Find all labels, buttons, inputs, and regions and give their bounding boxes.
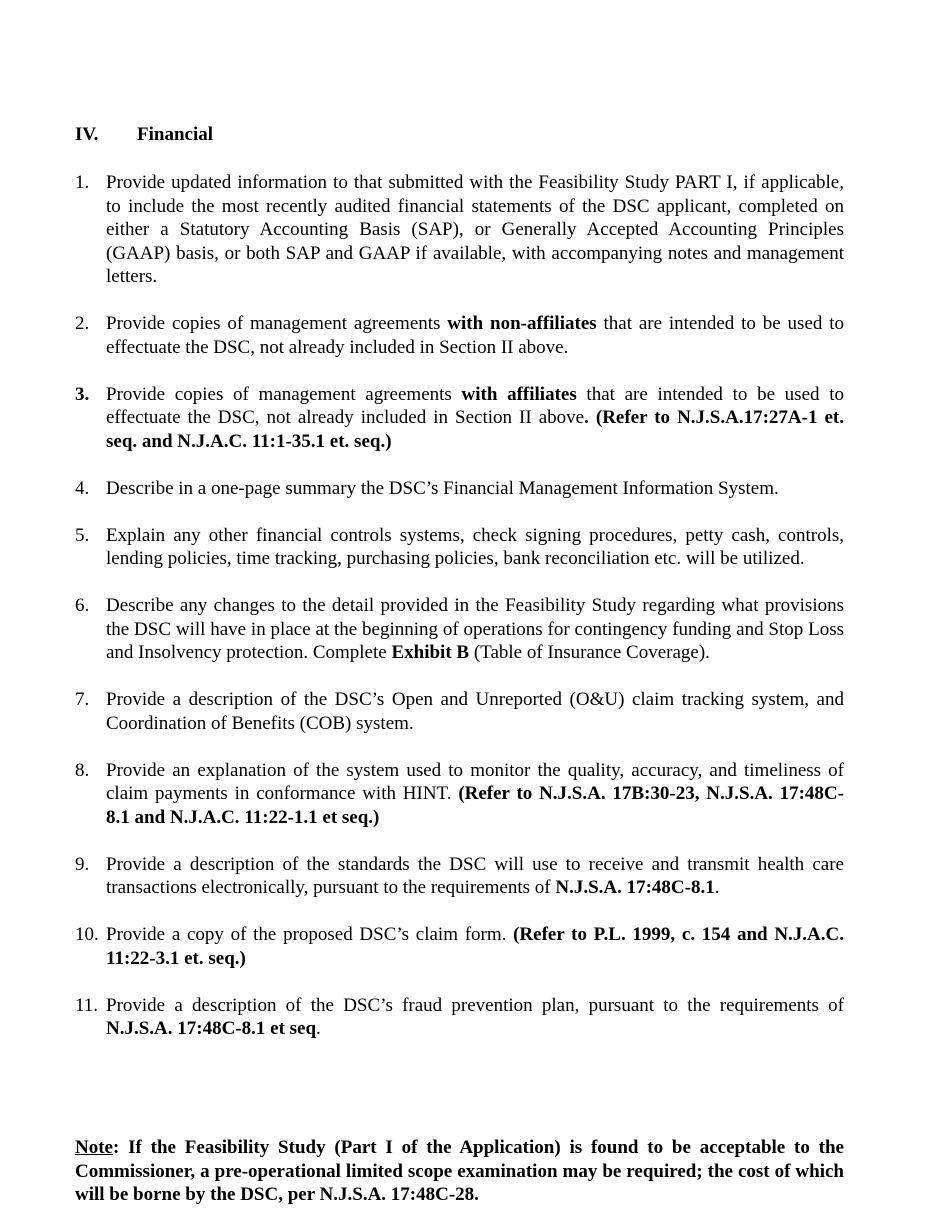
item-text: that are intended to be used to effectuate the DSC, not already included in Section II above.	[106, 313, 845, 358]
item-text-bold: N.J.S.A. 17:48C-8.1	[555, 877, 715, 898]
note-text: : If the Feasibility Study (Part I of the Application) is found to be acceptable to the Commissioner, a pre-operational limited scope examination may be required; the cost of which will be borne by the DSC, per N.J.S.A. 17:48C-28.	[75, 1137, 844, 1205]
item-text-bold: with non-affiliates	[447, 313, 597, 334]
section-heading	[75, 123, 213, 147]
item-text: Explain any other financial controls systems, check signing procedures, petty cash, controls, lending policies, time tracking, purchasing policies, bank reconciliation etc. will be utilized.	[106, 524, 844, 569]
list-item	[75, 594, 844, 665]
list-item	[75, 688, 844, 735]
list-item	[75, 171, 844, 289]
item-number: 8.	[75, 759, 90, 781]
requirements-list	[75, 171, 844, 1064]
item-number: 4.	[75, 477, 90, 499]
item-number: 3.	[75, 383, 90, 405]
section-title: Financial	[137, 124, 214, 145]
item-text-bold: with affiliates	[461, 383, 577, 405]
item-text: Describe in a one-page summary the DSC’s Financial Management Information System.	[106, 477, 779, 499]
item-number: 1.	[75, 172, 90, 193]
item-text-bold: Exhibit B	[391, 642, 470, 663]
item-number: 7.	[75, 689, 90, 710]
note-paragraph	[75, 1136, 844, 1207]
item-text-bold: (Refer to P.L. 1999, c. 154 and N.J.A.C. 11:22-3.1 et. seq.)	[106, 924, 844, 969]
list-item	[75, 312, 844, 359]
item-text: Provide a description of the DSC’s fraud prevention plan, pursuant to the requirements of	[106, 994, 844, 1016]
list-item	[75, 524, 844, 571]
item-text: Describe any changes to the detail provided in the Feasibility Study regarding what provisions the DSC will have in place at the beginning of operations for contingency funding and Stop Loss and Insolvency protection. Complete	[106, 595, 844, 663]
item-number: 6.	[75, 595, 90, 616]
item-text: Provide a description of the standards the DSC will use to receive and transmit health care transactions electronically, pursuant to the requirements of	[106, 853, 844, 898]
item-text: that are intended to be used to effectuate the DSC, not already included in Section II above	[106, 383, 844, 428]
item-number: 10.	[75, 924, 99, 945]
list-item	[75, 759, 844, 830]
list-item	[75, 994, 844, 1041]
item-text-bold: . (Refer to N.J.S.A.17:27A-1 et. seq. and N.J.A.C. 11:1-35.1 et. seq.)	[106, 407, 844, 452]
section-number: IV.	[75, 124, 99, 145]
item-number: 11.	[75, 994, 99, 1016]
list-item	[75, 853, 844, 900]
item-text: Provide a description of the DSC’s Open and Unreported (O&U) claim tracking system, and Coordination of Benefits (COB) system.	[106, 689, 844, 734]
list-item	[75, 477, 844, 501]
item-text: Provide copies of management agreements	[106, 383, 462, 405]
note-label: Note	[75, 1137, 113, 1158]
item-number: 2.	[75, 313, 90, 334]
item-text: (Table of Insurance Coverage).	[469, 642, 710, 663]
item-text-bold: (Refer to N.J.S.A. 17B:30-23, N.J.S.A. 17:48C-8.1 and N.J.A.C. 11:22-1.1 et seq.)	[106, 783, 844, 828]
list-item	[75, 383, 844, 454]
item-text: Provide an explanation of the system used to monitor the quality, accuracy, and timeliness of claim payments in conformance with HINT.	[106, 759, 844, 804]
item-text: .	[316, 1018, 321, 1039]
item-number: 5.	[75, 524, 90, 546]
item-number: 9.	[75, 853, 90, 875]
item-text: Provide updated information to that submitted with the Feasibility Study PART I, if applicable, to include the most recently audited financial statements of the DSC applicant, completed on either a Statutory Accounting Basis (SAP), or Generally Accepted Accounting Principles (GAAP) basis, or both SAP and GAAP if available, with accompanying notes and management letters.	[106, 172, 844, 287]
item-text: Provide copies of management agreements	[106, 313, 448, 334]
item-text: .	[714, 877, 720, 898]
item-text-bold: N.J.S.A. 17:48C-8.1 et seq	[106, 1018, 317, 1039]
item-text: Provide a copy of the proposed DSC’s claim form.	[106, 924, 514, 945]
list-item	[75, 923, 844, 970]
